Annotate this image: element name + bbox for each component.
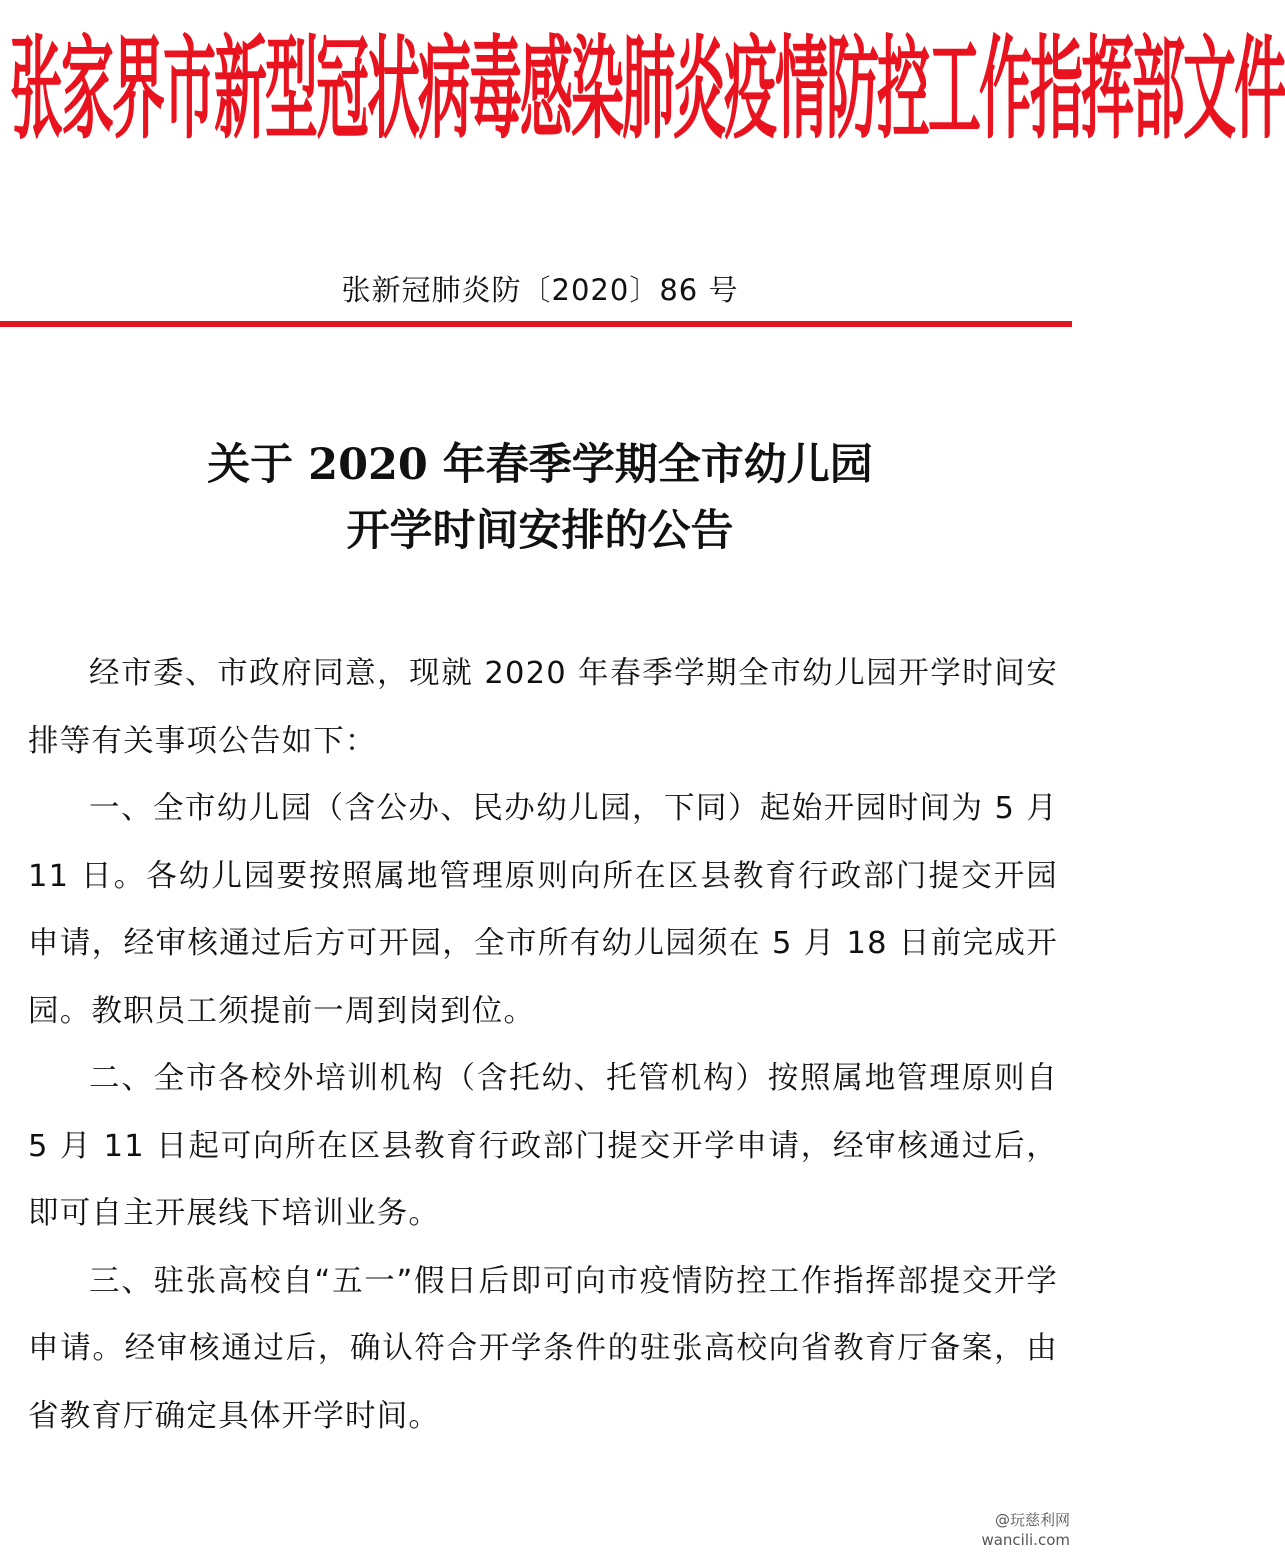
announcement-body <box>28 640 1058 1450</box>
body-paragraph-1: 一、全市幼儿园（含公办、民办幼儿园，下同）起始开园时间为 5 月 11 日。各幼儿园要按照属地管理原则向所在区县教育行政部门提交开园申请，经审核通过后方可开园，全市所有幼儿园须在 5 月 18 日前完成开园。教职员工须提前一周到岗到位。 <box>28 791 1058 1029</box>
document-number: 张新冠肺炎防〔2020〕86 号 <box>341 273 739 307</box>
announcement-title <box>0 432 1080 564</box>
site-watermark <box>960 1510 1070 1550</box>
watermark-line-1: @玩慈利网 <box>994 1511 1070 1529</box>
title-line-1: 关于 2020 年春季学期全市幼儿园 <box>207 440 873 490</box>
watermark-line-2: wancili.com <box>981 1531 1070 1549</box>
red-divider-line <box>0 321 1072 327</box>
body-paragraph-2: 二、全市各校外培训机构（含托幼、托管机构）按照属地管理原则自 5 月 11 日起可向所在区县教育行政部门提交开学申请，经审核通过后，即可自主开展线下培训业务。 <box>28 1061 1058 1231</box>
body-paragraph-3: 三、驻张高校自“五一”假日后即可向市疫情防控工作指挥部提交开学申请。经审核通过后，确认符合开学条件的驻张高校向省教育厅备案，由省教育厅确定具体开学时间。 <box>28 1263 1058 1434</box>
header-title-text: 张家界市新型冠状病毒感染肺炎疫情防控工作指挥部文件 <box>10 26 1285 155</box>
body-paragraph-intro: 经市委、市政府同意，现就 2020 年春季学期全市幼儿园开学时间安排等有关事项公告如下： <box>28 656 1058 759</box>
title-line-2: 开学时间安排的公告 <box>346 506 734 556</box>
document-header-title <box>10 22 1285 162</box>
